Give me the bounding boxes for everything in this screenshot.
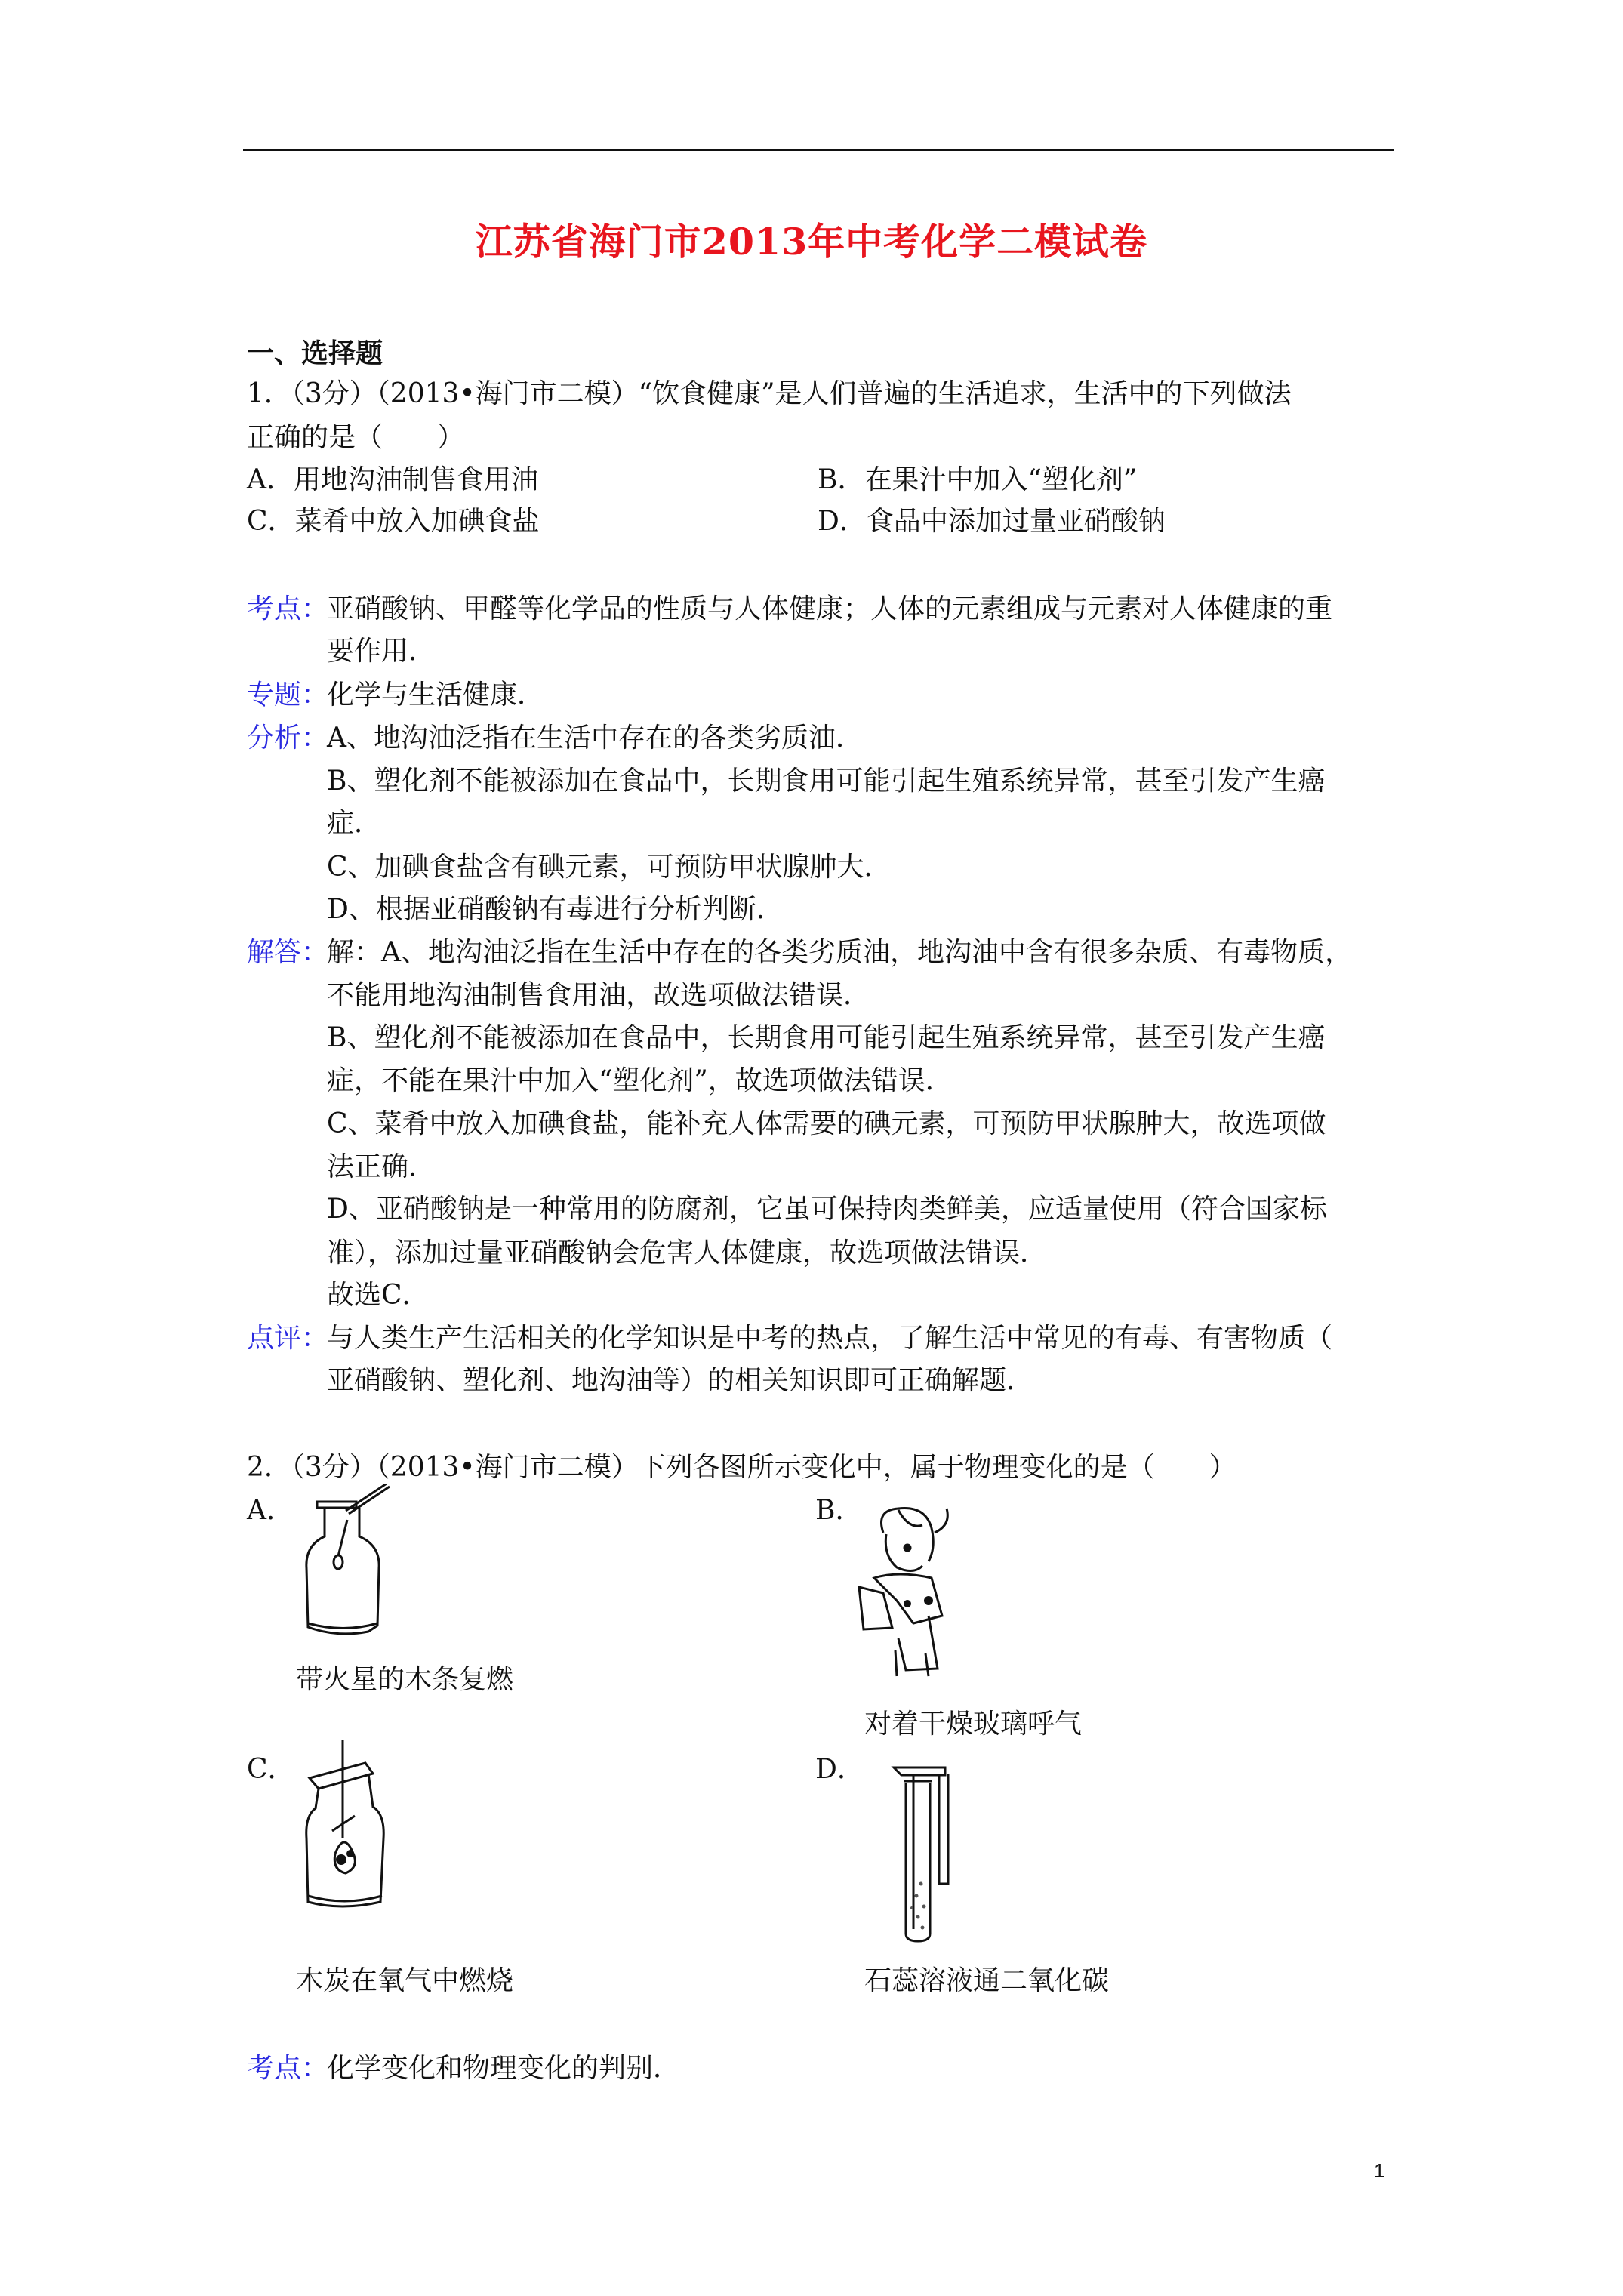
q2-option-a-caption: 带火星的木条复燃 — [296, 1664, 514, 1695]
jar-with-glowing-splint-icon — [302, 1484, 415, 1642]
q2-kaodian: 化学变化和物理变化的判别． — [327, 2053, 681, 2084]
q1-jieda-line: 症，不能在果汁中加入“塑化剂”，故选项做法错误． — [327, 1065, 953, 1096]
q1-option-d: D．食品中添加过量亚硝酸钠 — [818, 506, 1166, 537]
q1-jieda-line: C、菜肴中放入加碘食盐，能补充人体需要的碘元素，可预防甲状腺肿大，故选项做 — [327, 1108, 1326, 1139]
q1-zhuanti: 化学与生活健康． — [327, 680, 545, 710]
q2-option-b-caption: 对着干燥玻璃呼气 — [864, 1709, 1083, 1740]
q1-fenxi-line: A、地沟油泛指在生活中存在的各类劣质油． — [327, 723, 863, 754]
q1-fenxi-line: B、塑化剂不能被添加在食品中，长期食用可能引起生殖系统异常，甚至引发产生癌 — [327, 766, 1326, 797]
q1-dianping-line1: 与人类生产生活相关的化学知识是中考的热点，了解生活中常见的有毒、有害物质（ — [327, 1323, 1333, 1354]
page-title: 江苏省海门市2013年中考化学二模试卷 — [475, 220, 1148, 264]
q1-jieda-line: 准），添加过量亚硝酸钠会危害人体健康，故选项做法错误． — [327, 1237, 1048, 1268]
girl-breathing-on-glass-icon — [853, 1502, 981, 1684]
q1-jieda-line: B、塑化剂不能被添加在食品中，长期食用可能引起生殖系统异常，甚至引发产生癌 — [327, 1022, 1326, 1053]
q1-fenxi-label: 分析： — [247, 723, 329, 754]
charcoal-burning-jar-icon — [302, 1740, 400, 1922]
q1-stem-line2: 正确的是（ ） — [247, 422, 465, 453]
q1-jieda-line: 法正确． — [327, 1151, 436, 1182]
q2-option-c-caption: 木炭在氧气中燃烧 — [296, 1965, 514, 1996]
q1-fenxi-line: 症． — [327, 808, 382, 839]
q1-jieda-line: 故选C． — [327, 1280, 430, 1311]
q1-jieda-line: 不能用地沟油制售食用油，故选项做法错误． — [327, 980, 871, 1011]
q2-option-c-letter: C． — [247, 1754, 295, 1785]
test-tube-with-gas-icon — [891, 1763, 959, 1944]
q1-jieda-line: 解：A、地沟油泛指在生活中存在的各类劣质油，地沟油中含有很多杂质、有毒物质， — [327, 937, 1352, 968]
q1-option-b: B．在果汁中加入“塑化剂” — [818, 464, 1138, 495]
q2-option-d-caption: 石蕊溶液通二氧化碳 — [864, 1965, 1110, 1996]
q1-jieda-label: 解答： — [247, 937, 329, 968]
q1-option-c: C．菜肴中放入加碘食盐 — [247, 506, 540, 537]
q2-option-a-letter: A． — [247, 1495, 294, 1526]
section-heading: 一、选择题 — [247, 337, 383, 369]
q1-dianping-line2: 亚硝酸钠、塑化剂、地沟油等）的相关知识即可正确解题． — [327, 1365, 1034, 1396]
q1-jieda-line: D、亚硝酸钠是一种常用的防腐剂，它虽可保持肉类鲜美，应适量使用（符合国家标 — [327, 1194, 1327, 1225]
q1-kaodian-line1: 亚硝酸钠、甲醛等化学品的性质与人体健康；人体的元素组成与元素对人体健康的重 — [327, 593, 1333, 624]
page-number: 1 — [1374, 2159, 1385, 2182]
q1-kaodian-label: 考点： — [247, 593, 329, 624]
q1-fenxi-line: C、加碘食盐含有碘元素，可预防甲状腺肿大． — [327, 852, 892, 883]
q1-fenxi-line: D、根据亚硝酸钠有毒进行分析判断． — [327, 894, 784, 925]
q2-kaodian-label: 考点： — [247, 2053, 329, 2084]
q1-zhuanti-label: 专题： — [247, 680, 329, 710]
q2-option-b-letter: B． — [815, 1495, 863, 1526]
q1-kaodian-line2: 要作用． — [327, 636, 436, 667]
q2-option-d-letter: D． — [815, 1754, 864, 1785]
q2-stem: 2．（3分）（2013•海门市二模）下列各图所示变化中，属于物理变化的是（ ） — [247, 1452, 1236, 1483]
q1-dianping-label: 点评： — [247, 1323, 329, 1354]
q1-option-a: A．用地沟油制售食用油 — [247, 464, 538, 495]
header-rule — [243, 149, 1394, 151]
q1-stem-line1: 1．（3分）（2013•海门市二模）“饮食健康”是人们普遍的生活追求，生活中的下列做法 — [247, 378, 1292, 409]
